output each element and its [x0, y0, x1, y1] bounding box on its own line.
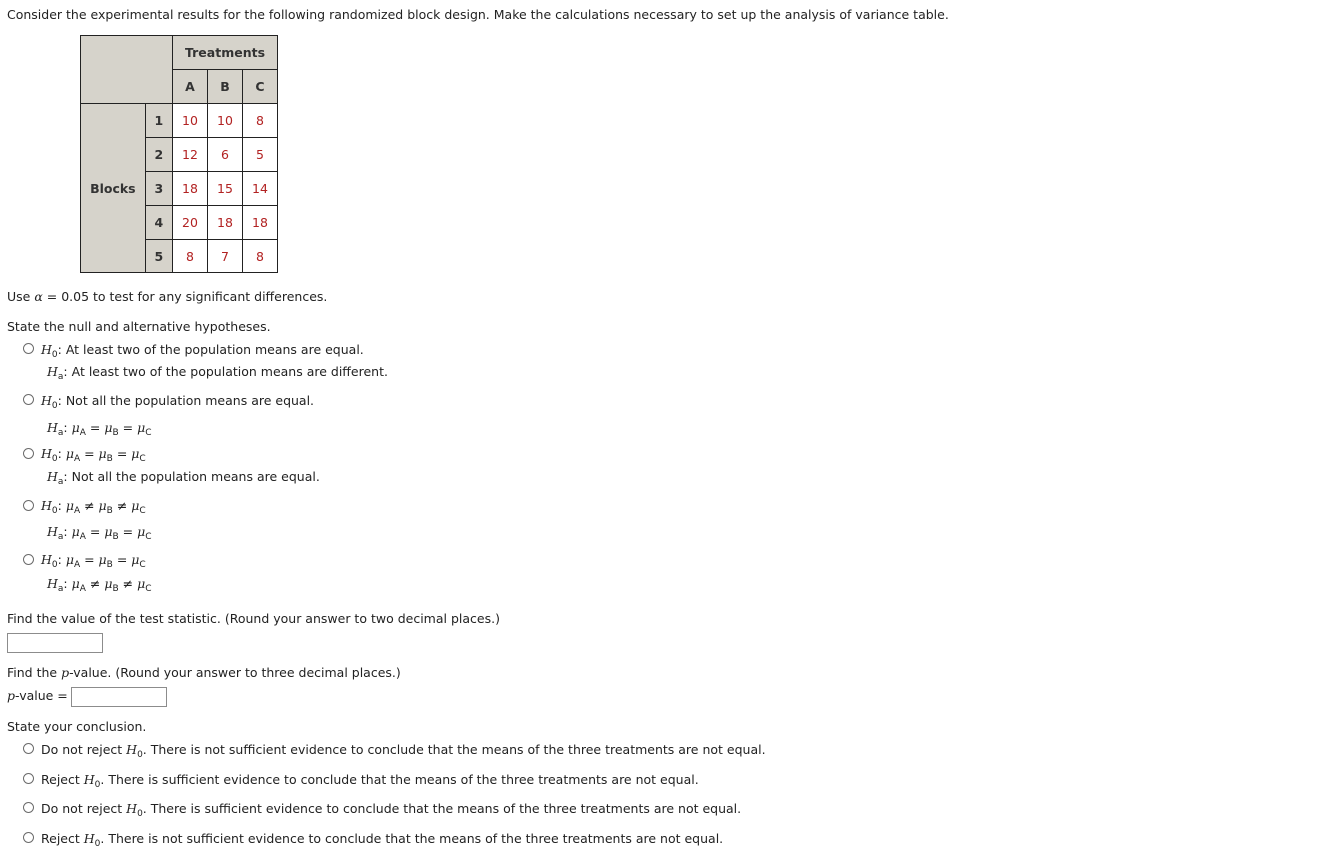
hypothesis-option-5-h0: $H_0$: $\mu_A = \mu_B = \mu_C$ [41, 552, 146, 570]
conclusion-option-3-label: Do not reject $H_0$. There is sufficient evidence to conclude that the means of the three treatments are not equal. [41, 801, 742, 819]
block-number: 1 [145, 104, 172, 138]
conclusion-option-2-radio[interactable] [23, 773, 34, 784]
hypothesis-option-2-h0: $H_0$: Not all the population means are equal. [41, 393, 315, 411]
conclusion-option-1-label: Do not reject $H_0$. There is not sufficient evidence to conclude that the means of the three treatments are not equal. [41, 742, 766, 760]
conclusion-option-3-radio[interactable] [23, 802, 34, 813]
hypothesis-option-1-radio[interactable] [23, 343, 34, 354]
hypothesis-option-3-radio[interactable] [23, 448, 34, 459]
table-cell: 18 [208, 206, 243, 240]
table-cell: 6 [208, 138, 243, 172]
hypothesis-option-2-radio[interactable] [23, 394, 34, 405]
hypothesis-option-5-ha: $H_a$: $\mu_A \ne \mu_B \ne \mu_C$ [47, 576, 152, 594]
table-cell: 8 [243, 240, 278, 273]
pvalue-label: p-value = [7, 688, 68, 703]
table-cell: 5 [243, 138, 278, 172]
table-corner [81, 36, 173, 104]
hypothesis-option-1-ha: $H_a$: At least two of the population means are different. [47, 364, 388, 382]
hypothesis-option-3-h0: $H_0$: $\mu_A = \mu_B = \mu_C$ [41, 446, 146, 464]
table-cell: 14 [243, 172, 278, 206]
block-number: 4 [145, 206, 172, 240]
test-statistic-input[interactable] [7, 633, 103, 653]
pvalue-prompt: Find the p-value. (Round your answer to three decimal places.) [7, 665, 401, 680]
block-number: 2 [145, 138, 172, 172]
test-statistic-prompt: Find the value of the test statistic. (Round your answer to two decimal places.) [7, 611, 500, 626]
hypothesis-option-2-ha: $H_a$: $\mu_A = \mu_B = \mu_C$ [47, 420, 152, 438]
table-cell: 7 [208, 240, 243, 273]
table-cell: 10 [208, 104, 243, 138]
hypothesis-option-5-radio[interactable] [23, 554, 34, 565]
hypothesis-option-1-h0: $H_0$: At least two of the population means are equal. [41, 342, 364, 360]
hypothesis-option-4-h0: $H_0$: $\mu_A \ne \mu_B \ne \mu_C$ [41, 498, 146, 516]
alpha-statement: Use α = 0.05 to test for any significant differences. [7, 289, 328, 304]
column-header-b: B [208, 70, 243, 104]
conclusion-option-4-label: Reject $H_0$. There is not sufficient evidence to conclude that the means of the three treatments are not equal. [41, 831, 724, 849]
table-cell: 12 [173, 138, 208, 172]
conclusion-option-1-radio[interactable] [23, 743, 34, 754]
conclusion-option-4-radio[interactable] [23, 832, 34, 843]
table-cell: 8 [243, 104, 278, 138]
column-header-c: C [243, 70, 278, 104]
column-header-a: A [173, 70, 208, 104]
table-cell: 18 [243, 206, 278, 240]
table-cell: 10 [173, 104, 208, 138]
pvalue-input[interactable] [71, 687, 167, 707]
block-number: 5 [145, 240, 172, 273]
conclusion-option-2-label: Reject $H_0$. There is sufficient evidence to conclude that the means of the three treatments are not equal. [41, 772, 699, 790]
hypothesis-option-4-radio[interactable] [23, 500, 34, 511]
table-cell: 18 [173, 172, 208, 206]
table-cell: 20 [173, 206, 208, 240]
blocks-label: Blocks [81, 104, 146, 273]
block-number: 3 [145, 172, 172, 206]
intro-text: Consider the experimental results for the following randomized block design. Make the calculations necessary to set up the analysis of variance table. [7, 7, 949, 22]
data-table [80, 35, 278, 273]
hypotheses-prompt: State the null and alternative hypotheses. [7, 319, 271, 334]
table-cell: 8 [173, 240, 208, 273]
hypothesis-option-3-ha: $H_a$: Not all the population means are equal. [47, 469, 320, 487]
treatments-header: Treatments [173, 36, 278, 70]
hypothesis-option-4-ha: $H_a$: $\mu_A = \mu_B = \mu_C$ [47, 524, 152, 542]
conclusion-prompt: State your conclusion. [7, 719, 147, 734]
table-cell: 15 [208, 172, 243, 206]
alpha-symbol: α [34, 289, 43, 304]
